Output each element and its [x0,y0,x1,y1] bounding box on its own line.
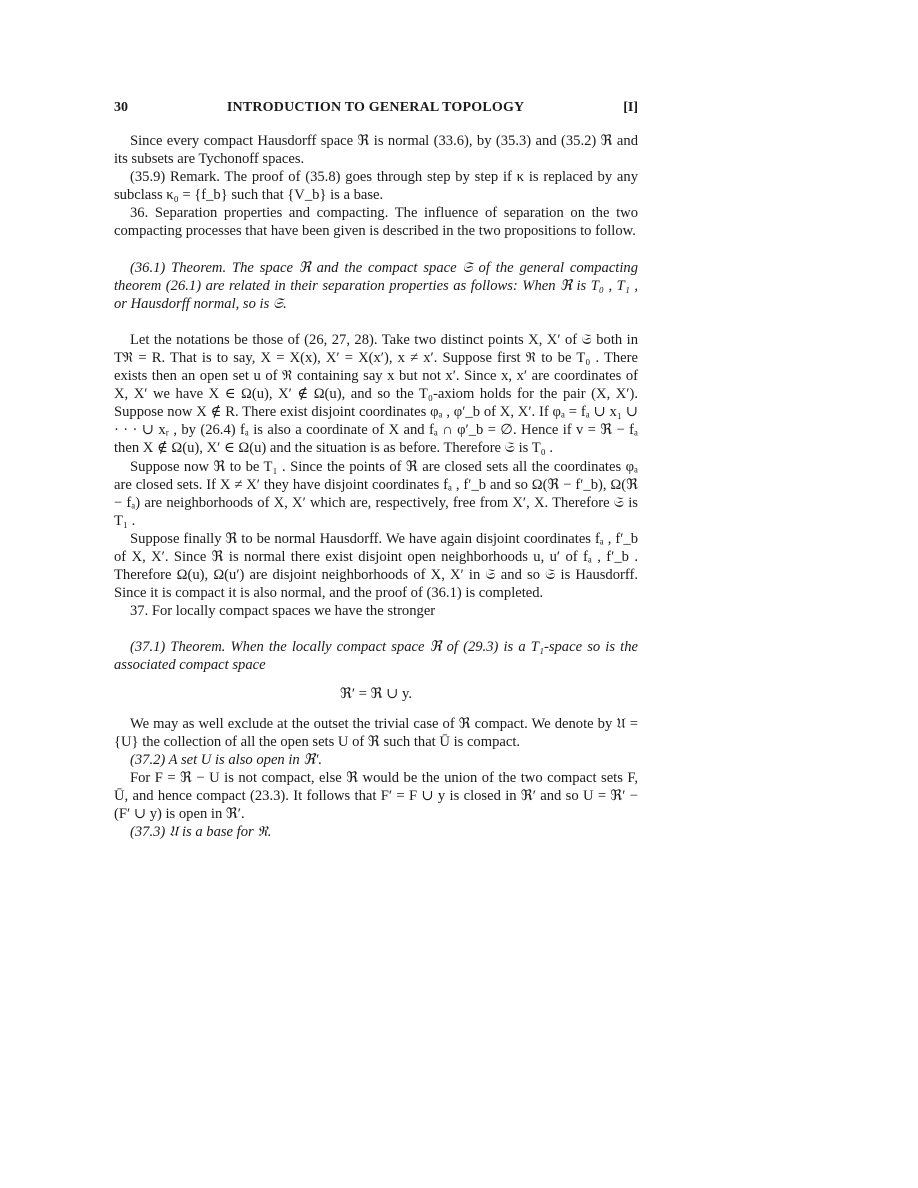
page [114,100,638,841]
theorem-36-1-text: (36.1) Theorem. The space ℜ and the compact space 𝔖 of the general compacting theorem (26.1) are related in their separation properties as follows: When ℜ is T₀ , T₁ , or Hausdorff normal, so is 𝔖. [114,259,638,312]
proof-36-1-part3: Suppose finally ℜ to be normal Hausdorff. We have again disjoint coordinates fₐ , f′_b of X, X′. Since ℜ is normal there exist disjoint open neighborhoods u, u′ of fₐ , f′_b . Therefore Ω(u), Ω(u′) are disjoint neighborhoods of X, X′ in 𝔖 and so 𝔖 is Hausdorff. Since it is compact it is also normal, and the proof of (36.1) is completed. [114,530,638,602]
section-36-intro: 36. Separation properties and compacting. The influence of separation on the two compacting processes that have been given is described in the two propositions to follow. [114,205,638,240]
theorem-37-1-text: (37.1) Theorem. When the locally compact space ℜ of (29.3) is a T₁-space so is the associated compact space [114,639,638,674]
display-equation: ℜ′ = ℜ ∪ y. [340,685,412,702]
proof-36-1-part1: Let the notations be those of (26, 27, 28). Take two distinct points X, X′ of 𝔖 both in Tℜ = R. That is to say, X = X(x), X′ = X(x′), x ≠ x′. Suppose first ℜ to be T₀ . There exists then an open set u of ℜ containing say x but not x′. Since x, x′ are coordinates of X, X′ we have X ∈ Ω(u), X′ ∉ Ω(u), and so the T₀-axiom holds for the pair (X, X′). Suppose now X ∉ R. There exist disjoint coordinates φₐ , φ′_b of X, X′. If φₐ = fₐ ∪ x₁ ∪ · · · ∪ xᵣ , by (26.4) fₐ is also a coordinate of X and fₐ ∩ φ′_b = ∅. Hence if v = ℜ − fₐ then X ∉ Ω(u), X′ ∈ Ω(u) and the situation is as before. Therefore 𝔖 is T₀ . [114,331,638,457]
chapter-marker: [I] [623,100,638,115]
paragraph-tychonoff: Since every compact Hausdorff space ℜ is normal (33.6), by (35.3) and (35.2) ℜ and its subsets are Tychonoff spaces. [114,133,638,168]
section-37-intro: 37. For locally compact spaces we have the stronger [130,603,436,620]
running-title: INTRODUCTION TO GENERAL TOPOLOGY [226,100,525,115]
remark-35-9: (35.9) Remark. The proof of (35.8) goes through step by step if κ is replaced by any subclass κ₀ = {f_b} such that {V_b} is a base. [114,169,638,204]
lemma-37-3: (37.3) 𝔘 is a base for ℜ. [130,824,272,841]
proof-36-1-part2: Suppose now ℜ to be T₁ . Since the points of ℜ are closed sets all the coordinates φₐ are closed sets. If X ≠ X′ they have disjoint coordinates fₐ , f′_b and so Ω(ℜ − f′_b), Ω(ℜ − fₐ) are neighborhoods of X, X′ which are, respectively, free from X′, X. Therefore 𝔖 is T₁ . [114,458,638,529]
proof-37-2: For F = ℜ − U is not compact, else ℜ would be the union of the two compact sets F, Ū, and hence compact (23.3). It follows that F′ = F ∪ y is closed in ℜ′ and so U = ℜ′ − (F′ ∪ y) is open in ℜ′. [114,769,638,823]
page-number: 30 [114,100,128,115]
paragraph-collection-u: We may as well exclude at the outset the trivial case of ℜ compact. We denote by 𝔘 = {U} the collection of all the open sets U of ℜ such that Ū is compact. [114,715,638,750]
lemma-37-2: (37.2) A set U is also open in ℜ′. [130,751,323,768]
running-header [114,100,638,124]
theorem-37-1 [114,638,638,674]
theorem-36-1 [114,259,638,313]
